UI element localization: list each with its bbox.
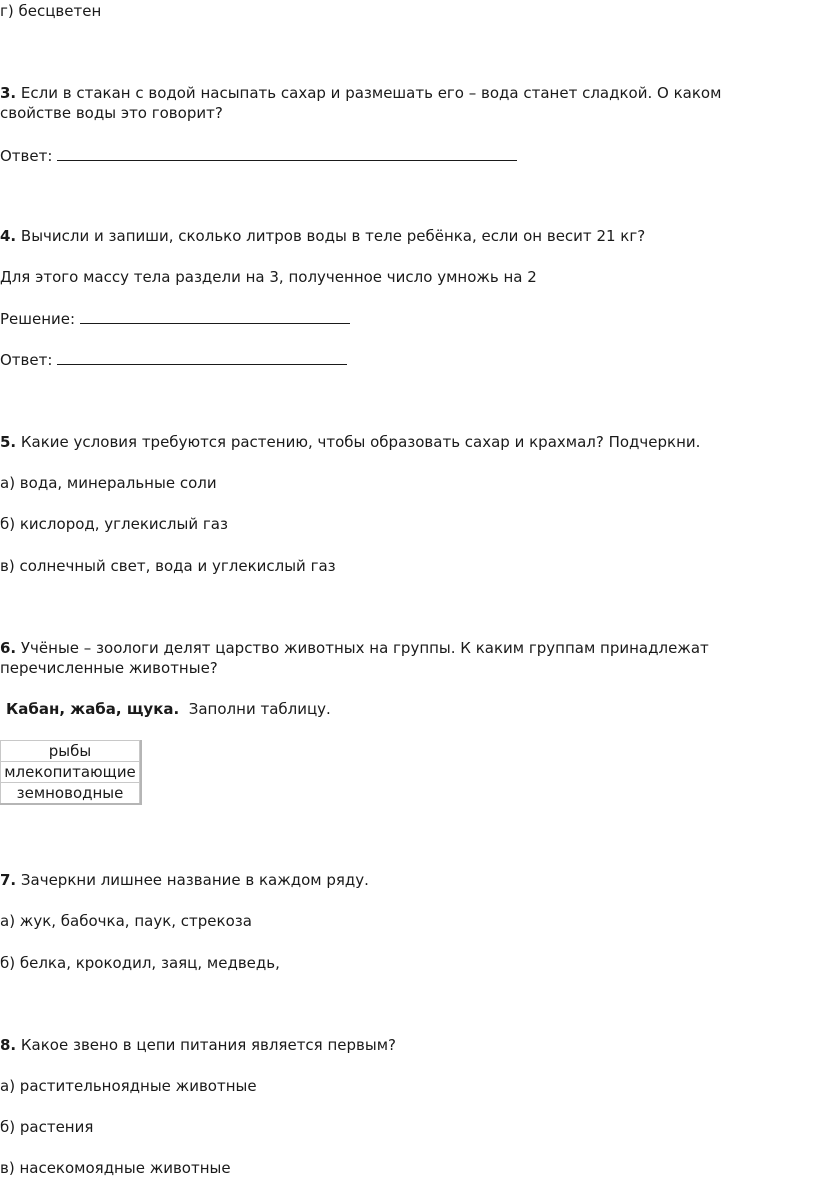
table-cell-answer[interactable]: [140, 741, 142, 762]
q4-answer-label: Ответ:: [0, 351, 53, 369]
q8-option-a: а) растительноядные животные: [0, 1077, 257, 1095]
q4-question: Вычисли и запиши, сколько литров воды в теле ребёнка, если он весит 21 кг?: [16, 227, 646, 245]
animal-groups-table: [0, 740, 142, 805]
q3-question: Если в стакан с водой насыпать сахар и размешать его – вода станет сладкой. О каком: [16, 84, 722, 102]
q5-question: Какие условия требуются растению, чтобы образовать сахар и крахмал? Подчеркни.: [16, 433, 701, 451]
q3-answer: [0, 145, 517, 167]
table-row: [1, 741, 142, 762]
table-cell-group: земноводные: [1, 783, 140, 805]
q3-text-line2: свойстве воды это говорит?: [0, 104, 223, 122]
q7-text: [0, 869, 369, 891]
q7-option-b: б) белка, крокодил, заяц, медведь,: [0, 954, 280, 972]
q7-question: Зачеркни лишнее название в каждом ряду.: [16, 871, 369, 889]
q6-instruction: [6, 698, 331, 720]
table-row: [1, 783, 142, 805]
q4-answer: [0, 349, 347, 371]
q6-text-line2: перечисленные животные?: [0, 659, 218, 677]
q3-text-line1: [0, 82, 721, 104]
q8-text: [0, 1034, 396, 1056]
q4-solution: [0, 308, 350, 330]
q7-number: 7.: [0, 871, 17, 889]
q8-option-b: б) растения: [0, 1118, 94, 1136]
q6-number: 6.: [0, 639, 17, 657]
q4-answer-blank[interactable]: [57, 350, 347, 365]
q3-answer-blank[interactable]: [57, 146, 517, 161]
q4-solution-blank[interactable]: [80, 309, 350, 324]
q6-fill-table: Заполни таблицу.: [188, 700, 331, 718]
q6-animals: Кабан, жаба, щука.: [6, 700, 180, 718]
q5-option-a: а) вода, минеральные соли: [0, 474, 217, 492]
table-row: [1, 762, 142, 783]
q6-question: Учёные – зоологи делят царство животных на группы. К каким группам принадлежат: [16, 639, 709, 657]
table-cell-answer[interactable]: [140, 762, 142, 783]
q8-question: Какое звено в цепи питания является первым?: [16, 1036, 396, 1054]
table-cell-answer[interactable]: [140, 783, 142, 805]
q3-number: 3.: [0, 84, 17, 102]
q6-text-line1: [0, 637, 709, 659]
q4-text: [0, 225, 645, 247]
q4-hint: Для этого массу тела раздели на 3, полученное число умножь на 2: [0, 268, 537, 286]
table-cell-group: рыбы: [1, 741, 140, 762]
q7-option-a: а) жук, бабочка, паук, стрекоза: [0, 912, 252, 930]
q5-number: 5.: [0, 433, 17, 451]
q4-solution-label: Решение:: [0, 310, 76, 328]
table-cell-group: млекопитающие: [1, 762, 140, 783]
previous-option: г) бесцветен: [0, 2, 102, 20]
q3-answer-label: Ответ:: [0, 147, 53, 165]
q8-option-c: в) насекомоядные животные: [0, 1159, 231, 1177]
q8-number: 8.: [0, 1036, 17, 1054]
q5-option-c: в) солнечный свет, вода и углекислый газ: [0, 557, 336, 575]
q5-option-b: б) кислород, углекислый газ: [0, 515, 228, 533]
q4-number: 4.: [0, 227, 17, 245]
q5-text: [0, 431, 700, 453]
